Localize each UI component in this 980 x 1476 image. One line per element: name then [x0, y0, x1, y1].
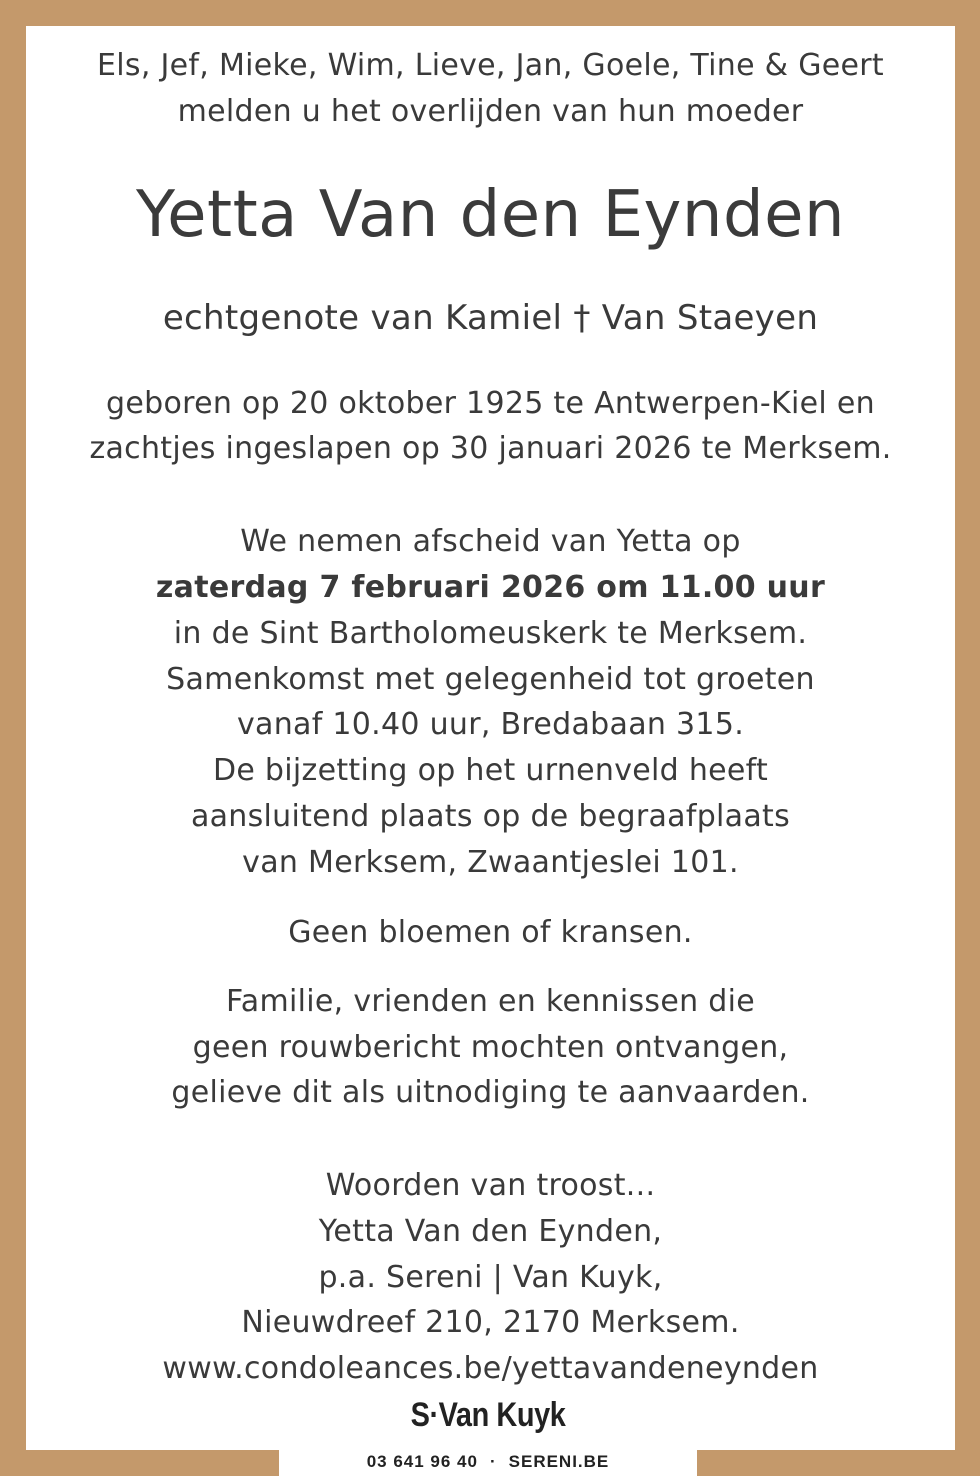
contact-line [279, 1452, 697, 1472]
ceremony-line-1: We nemen afscheid van Yetta op [240, 524, 741, 559]
deceased-name: Yetta Van den Eynden [136, 178, 845, 252]
separator-dot: · [489, 1452, 497, 1471]
intro-text: melden u het overlijden van hun moeder [177, 94, 804, 129]
family-names: Els, Jef, Mieke, Wim, Lieve, Jan, Goele, Tine & Geert [97, 48, 884, 83]
spouse-line: echtgenote van Kamiel † Van Staeyen [162, 298, 819, 338]
invite-line-3: gelieve dit als uitnodiging te aanvaarden. [171, 1075, 810, 1110]
condolences-website[interactable]: www.condoleances.be/yettavandeneynden [162, 1351, 819, 1386]
obituary-card [26, 26, 955, 1450]
funeral-home-footer [279, 1390, 697, 1476]
ceremony-line-3: in de Sint Bartholomeuskerk te Merksem. [173, 616, 808, 651]
birth-line-1: geboren op 20 oktober 1925 te Antwerpen-Kiel en [106, 386, 875, 421]
condolences-line-3: p.a. Sereni | Van Kuyk, [318, 1260, 663, 1295]
phone-number: 03 641 96 40 [366, 1452, 478, 1471]
ceremony-line-5: vanaf 10.40 uur, Bredabaan 315. [236, 707, 745, 742]
condolences-line-1: Woorden van troost... [325, 1168, 656, 1203]
birth-line-2: zachtjes ingeslapen op 30 januari 2026 te Merksem. [89, 431, 892, 466]
ceremony-line-8: van Merksem, Zwaantjeslei 101. [242, 845, 739, 880]
sereni-website[interactable]: SERENI.BE [508, 1452, 610, 1471]
van-kuyk-logo: S·Van Kuyk [410, 1396, 566, 1434]
ceremony-line-7: aansluitend plaats op de begraafplaats [190, 799, 791, 834]
invite-line-2: geen rouwbericht mochten ontvangen, [192, 1030, 789, 1065]
condolences-line-4: Nieuwdreef 210, 2170 Merksem. [241, 1305, 740, 1340]
ceremony-line-6: De bijzetting op het urnenveld heeft [212, 753, 769, 788]
ceremony-date-time: zaterdag 7 februari 2026 om 11.00 uur [155, 570, 826, 605]
no-flowers-note: Geen bloemen of kransen. [288, 915, 693, 950]
condolences-line-2: Yetta Van den Eynden, [318, 1214, 663, 1249]
ceremony-line-4: Samenkomst met gelegenheid tot groeten [166, 662, 815, 697]
invite-line-1: Familie, vrienden en kennissen die [225, 984, 756, 1019]
